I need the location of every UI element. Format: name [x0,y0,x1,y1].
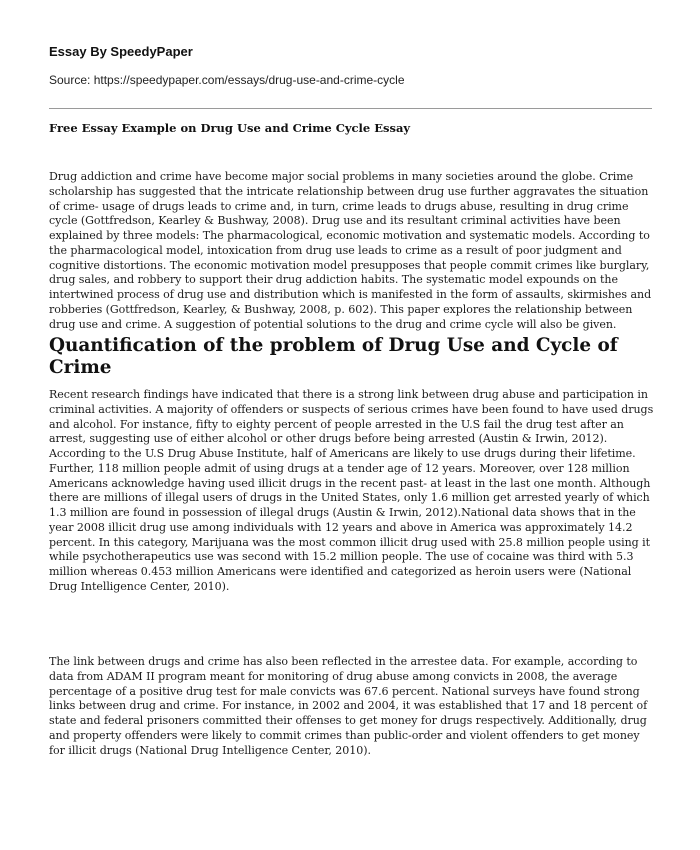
section-paragraph-1: Recent research findings have indicated that there is a strong link between drug abuse and participation in criminal activities. A majority of offenders or suspects of serious crimes have been found to have used drugs and alcohol. For instance, fifty to eighty percent of people arrested in the U.S fail the drug test after an arrest, suggesting use of either alcohol or other drugs before being arrested (Austin & Irwin, 2012). According to the U.S Drug Abuse Institute, half of Americans are likely to use drugs during their lifetime. Further, 118 million people admit of using drugs at a tender age of 12 years. Moreover, over 128 million Americans acknowledge having used illicit drugs in the recent past- at least in the last one month. Although there are millions of illegal users of drugs in the United States, only 1.6 million get arrested yearly of which 1.3 million are found in possession of illegal drugs (Austin & Irwin, 2012).National data shows that in the year 2008 illicit drug use among individuals with 12 years and above in America was approximately 14.2 percent. In this category, Marijuana was the most common illicit drug used with 25.8 million people using it while psychotherapeutics use was second with 15.2 million people. The use of cocaine was third with 5.3 million whereas 0.453 million Americans were identified and categorized as heroin users were (National Drug Intelligence Center, 2010). [49,388,654,593]
header-divider [49,108,652,109]
section-heading: Quantification of the problem of Drug Use and Cycle of Crime [49,335,618,378]
source-line: Source: https://speedypaper.com/essays/drug-use-and-crime-cycle [49,73,405,87]
intro-paragraph: Drug addiction and crime have become major social problems in many societies around the globe. Crime scholarship has suggested that the intricate relationship between drug use further aggravates the situation of crime- usage of drugs leads to crime and, in turn, crime leads to drugs abuse, resulting in drug crime cycle (Gottfredson, Kearley & Bushway, 2008). Drug use and its resultant criminal activities have been explained by three models: The pharmacological, economic motivation and systematic models. According to the pharmacological model, intoxication from drug use leads to crime as a result of poor judgment and cognitive distortions. The economic motivation model presupposes that people commit crimes like burglary, drug sales, and robbery to support their drug addiction habits. The systematic model expounds on the intertwined process of drug use and distribution which is manifested in the form of assaults, skirmishes and robberies (Gottfredson, Kearley, & Bushway, 2008, p. 602). This paper explores the relationship between drug use and crime. A suggestion of potential solutions to the drug and crime cycle will also be given. [49,170,652,331]
brand-title: Essay By SpeedyPaper [49,44,193,59]
section-paragraph-2: The link between drugs and crime has also been reflected in the arrestee data. For example, according to data from ADAM II program meant for monitoring of drug abuse among convicts in 2008, the average percentage of a positive drug test for male convicts was 67.6 percent. National surveys have found strong links between drug and crime. For instance, in 2002 and 2004, it was established that 17 and 18 percent of state and federal prisoners committed their offenses to get money for drugs respectively. Additionally, drug and property offenders were likely to commit crimes than public-order and violent offenders to get money for illicit drugs (National Drug Intelligence Center, 2010). [49,655,648,757]
document-title: Free Essay Example on Drug Use and Crime Cycle Essay [49,121,411,135]
